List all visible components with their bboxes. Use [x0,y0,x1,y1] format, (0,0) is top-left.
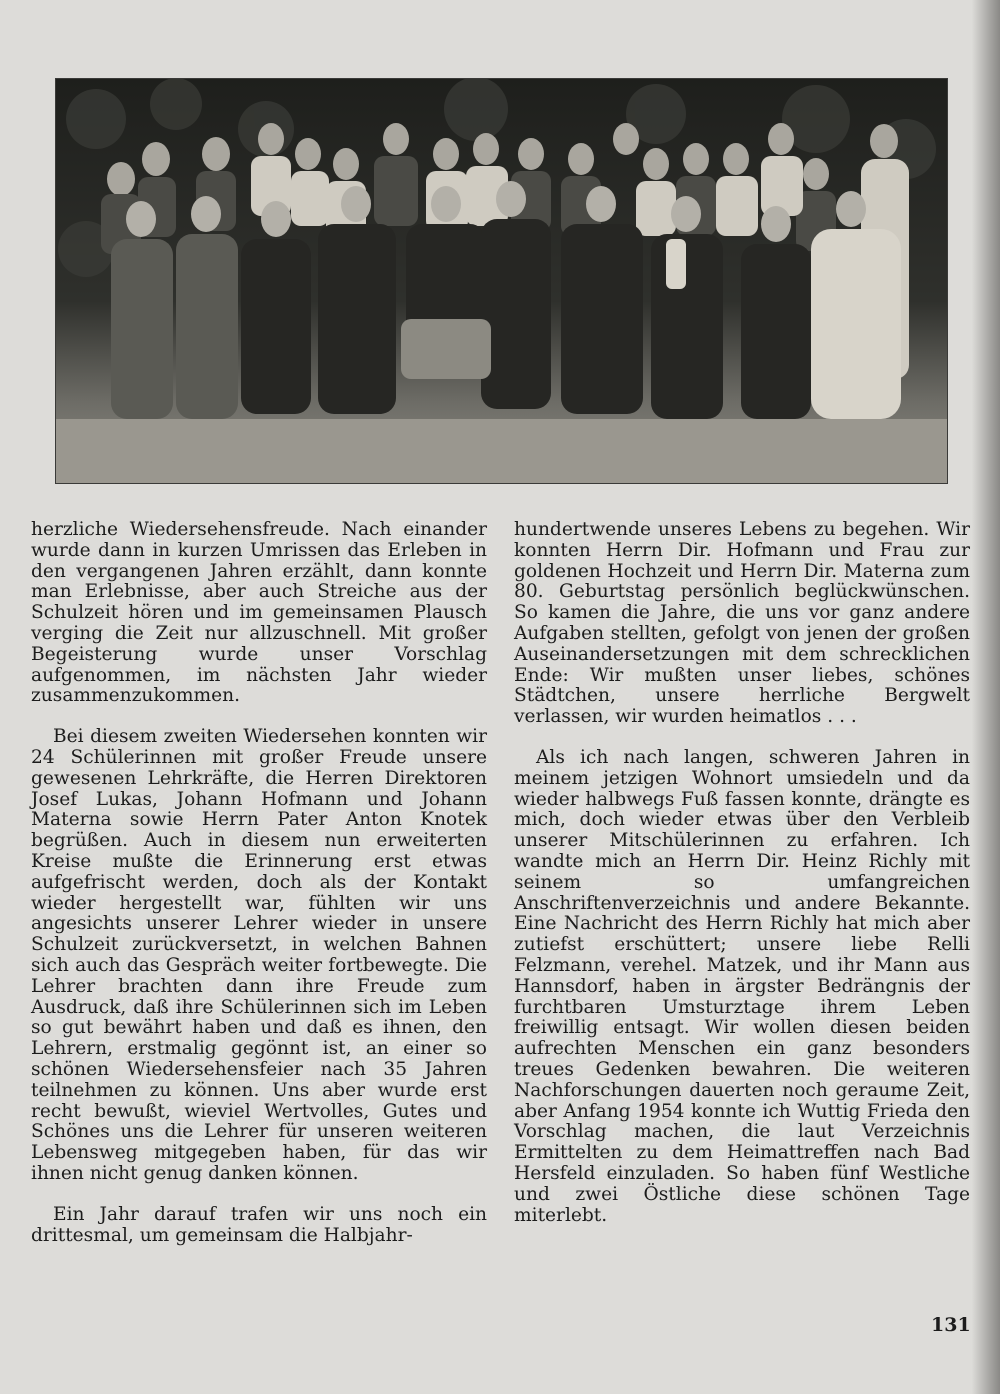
left-text-column [31,520,487,1266]
paragraph: Ein Jahr darauf trafen wir uns noch ein drittesmal, um gemeinsam die Halbjahr- [31,1203,487,1246]
group-photo [55,78,948,484]
paragraph: Bei diesem zweiten Wiedersehen konnten wir 24 Schülerinnen mit großer Freude unsere gewesenen Lehrkräfte, die Herren Direktoren Josef Lukas, Johann Hofmann und Johann Materna sowie Herrn Pater Anton Knotek begrüßen. Auch in diesem nun erweiterten Kreise mußte die Erinnerung erst etwas aufgefrischt werden, doch als der Kontakt wieder hergestellt war, fühlten wir uns angesichts unserer Lehrer wieder in unsere Schulzeit zurückversetzt, in welchen Bahnen sich auch das Gespräch weiter fortbewegte. Die Lehrer brachten dann ihre Freude zum Ausdruck, daß ihre Schülerinnen sich im Leben so gut bewährt haben und daß es ihnen, den Lehrern, erstmalig gegönnt ist, an einer so schönen Wiedersehensfeier nach 35 Jahren teilnehmen zu können. Uns aber wurde erst recht bewußt, wieviel Wertvolles, Gutes und Schönes uns die Lehrer für unseren weiteren Lebensweg mitgegeben haben, für das wir ihnen nicht genug danken können. [31,726,487,1184]
group-photo-icon [56,79,947,483]
scan-edge-shadow [972,0,1000,1394]
right-text-column [514,520,970,1246]
paragraph: hundertwende unseres Lebens zu begehen. Wir konnten Herrn Dir. Hofmann und Frau zur goldenen Hochzeit und Herrn Dir. Materna zum 80. Geburtstag persönlich beglückwünschen. So kamen die Jahre, die uns vor ganz andere Aufgaben stellten, gefolgt von jenen der großen Auseinandersetzungen mit dem schrecklichen Ende: Wir mußten unser liebes, schönes Städtchen, unsere herrliche Bergwelt verlassen, wir wurden heimatlos . . . [514,519,970,728]
page-number: 131 [931,1314,971,1336]
paragraph: herzliche Wiedersehensfreude. Nach einander wurde dann in kurzen Umrissen das Erleben in den vergangenen Jahren erzählt, dann konnte man Erlebnisse, aber auch Streiche aus der Schulzeit hören und im gemeinsamen Plausch verging die Zeit nur allzuschnell. Mit großer Begeisterung wurde unser Vorschlag aufgenommen, im nächsten Jahr wieder zusammenzukommen. [31,519,487,707]
paragraph: Als ich nach langen, schweren Jahren in meinem jetzigen Wohnort umsiedeln und da wieder halbwegs Fuß fassen konnte, drängte es mich, doch wieder etwas über den Verbleib unserer Mitschülerinnen zu erfahren. Ich wandte mich an Herrn Dir. Heinz Richly mit seinem so umfangreichen Anschriftenverzeichnis und andere Bekannte. Eine Nachricht des Herrn Richly hat mich aber zutiefst erschüttert; unsere liebe Relli Felzmann, verehel. Matzek, und ihr Mann aus Hannsdorf, haben in ärgster Bedrängnis der furchtbaren Umsturztage ihrem Leben freiwillig entsagt. Wir wollen diesen beiden aufrechten Menschen ein ganz besonders treues Gedenken bewahren. Die weiteren Nachforschungen dauerten noch geraume Zeit, aber Anfang 1954 konnte ich Wuttig Frieda den Vorschlag machen, die laut Verzeichnis Ermittelten zu dem Heimattreffen nach Bad Hersfeld einzuladen. So haben fünf Westliche und zwei Östliche diese schönen Tage miterlebt. [514,746,970,1226]
